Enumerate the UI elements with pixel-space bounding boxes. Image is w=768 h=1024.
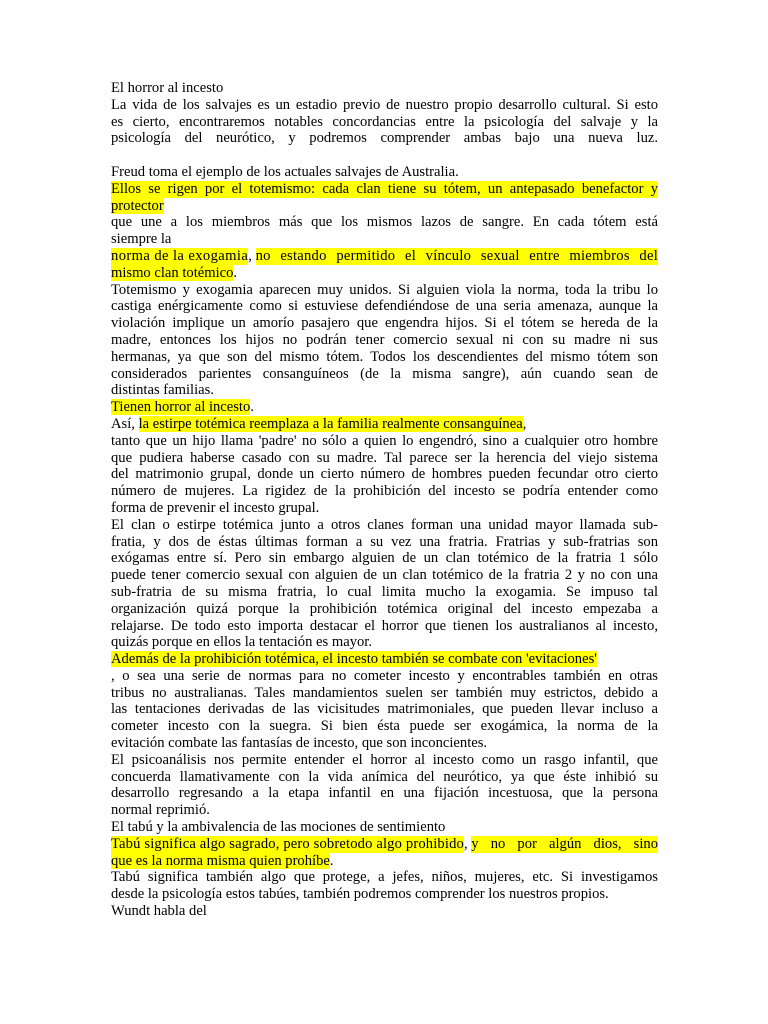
text-fragment: , [463, 835, 472, 852]
highlight: no estando permitido el vínculo sexual entre miembros del [255, 247, 658, 264]
text-line: que une a los miembros más que los mismos lazos de sangre. En cada tótem está [111, 214, 658, 231]
text-line: Wundt habla del [111, 903, 207, 920]
text-line: sub-fratria de su misma fratria, lo cual limita mucho la exogamia. Se impuso tal [111, 583, 658, 600]
text-fragment: , [522, 415, 527, 432]
mixed-line [111, 248, 658, 265]
mixed-line [111, 399, 658, 416]
highlighted-line [111, 181, 658, 198]
highlighted-line [111, 651, 658, 668]
text-line: fratia, y dos de éstas últimas forman a su vez una fratria. Fratrias y sub-fratrias son [111, 533, 658, 550]
highlight: Tabú significa algo sagrado, pero sobretodo algo prohibido [111, 835, 464, 852]
text-line: violación implique un amorío pasajero que engendra hijos. Si el tótem se hereda de la [111, 315, 658, 332]
mixed-line [111, 265, 658, 282]
mixed-line [111, 836, 658, 853]
highlight: Además de la prohibición totémica, el incesto también se combate con 'evitaciones' [111, 651, 597, 668]
text-line: forma de prevenir el incesto grupal. [111, 499, 320, 516]
text-line: desde la psicología estos tabúes, también podremos comprender los nuestros propios. [111, 886, 609, 903]
text-line: relajarse. De todo esto importa destacar el horror que tienen los australianos al incesto, [111, 617, 658, 634]
text-line: siempre la [111, 231, 172, 248]
highlight: Tienen horror al incesto [111, 399, 251, 416]
text-line: distintas familias. [111, 382, 214, 399]
text-line: las tentaciones derivadas de las vicisitudes matrimoniales, que pueden llevar incluso a [111, 701, 658, 718]
text-line: castiga enérgicamente como si estuviese defendiéndose de una seria amenaza, aunque la [111, 298, 658, 315]
text-line: Tabú significa también algo que protege, a jefes, niños, mujeres, etc. Si investigamos [111, 869, 658, 886]
text-line: tanto que un hijo llama 'padre' no sólo a quien lo engendró, sino a cualquier otro hombre [111, 432, 658, 449]
text-line: desarrollo regresando a la etapa infantil en una fijación incestuosa, que la persona [111, 785, 658, 802]
text-line: cometer incesto con la suegra. Si bien ésta puede ser exogámica, la norma de la [111, 718, 658, 735]
text-fragment: Así, [111, 415, 139, 432]
document-page [111, 80, 658, 920]
text-line: concuerda llamativamente con la vida anímica del neurótico, ya que éste inhibió su [111, 768, 658, 785]
mixed-line [111, 853, 658, 870]
highlight: que es la norma misma quien prohíbe [111, 852, 330, 869]
text-line: psicología del neurótico, y podremos comprender ambas bajo una nueva luz. [111, 130, 658, 147]
highlight: y no por algún dios, sino [471, 835, 658, 852]
highlight: norma de la exogamia [111, 247, 249, 264]
highlight: protector [111, 197, 164, 214]
document-title: El horror al incesto [111, 80, 224, 96]
text-line: normal reprimió. [111, 802, 210, 819]
text-line: exógamas entre sí. Pero sin embargo alguien de un clan totémico de la fratria 1 sólo [111, 550, 658, 567]
text-fragment: . [329, 852, 334, 869]
text-fragment: , [248, 247, 256, 264]
text-line: quizás porque en ellos la tentación es mayor. [111, 634, 372, 651]
text-line: puede tener comercio sexual con alguien de un clan totémico de la fratria 2 y no con una [111, 567, 658, 584]
text-line: , o sea una serie de normas para no cometer incesto y encontrables también en otras [111, 667, 658, 684]
text-line: organización quizá porque la prohibición totémica original del incesto empezaba a [111, 600, 658, 617]
text-line: El psicoanálisis nos permite entender el horror al incesto como un rasgo infantil, que [111, 751, 658, 768]
text-line: tribus no australianas. Tales mandamientos suelen ser también muy estrictos, debido a [111, 684, 658, 701]
text-line: del matrimonio grupal, donde un cierto número de hombres pueden fecundar otro cierto [111, 466, 658, 483]
highlight: mismo clan totémico [111, 264, 234, 281]
text-line: madre, entonces los hijos no podrán tener comercio sexual ni con su madre ni sus [111, 331, 658, 348]
section-subtitle: El tabú y la ambivalencia de las mociones de sentimiento [111, 819, 446, 836]
text-fragment: . [250, 399, 254, 416]
text-line: número de mujeres. La rigidez de la prohibición del incesto se podría entender como [111, 483, 658, 500]
text-line: que pudiera haberse casado con su madre. Tal parece ser la herencia del viejo sistema [111, 449, 658, 466]
text-fragment: . [233, 264, 238, 281]
text-line: Freud toma el ejemplo de los actuales salvajes de Australia. [111, 163, 459, 180]
highlight: la estirpe totémica reemplaza a la familia realmente consanguínea [138, 415, 523, 432]
text-line: El clan o estirpe totémica junto a otros clanes forman una unidad mayor llamada sub- [111, 516, 658, 533]
mixed-line [111, 416, 658, 433]
highlight: Ellos se rigen por el totemismo: cada clan tiene su tótem, un antepasado benefactor y [111, 180, 658, 197]
text-line: Totemismo y exogamia aparecen muy unidos. Si alguien viola la norma, toda la tribu lo [111, 281, 658, 298]
highlighted-line [111, 198, 658, 215]
text-line: La vida de los salvajes es un estadio previo de nuestro propio desarrollo cultural. Si esto [111, 96, 658, 113]
blank-line [111, 147, 658, 164]
text-line: hermanas, ya que son del mismo tótem. Todos los descendientes del mismo tótem son [111, 348, 658, 365]
text-line: evitación combate las fantasías de incesto, que son inconcientes. [111, 735, 488, 752]
text-line: es cierto, encontraremos notables concordancias entre la psicología del salvaje y la [111, 113, 658, 130]
text-line: considerados parientes consanguíneos (de la misma sangre), aún cuando sean de [111, 365, 658, 382]
